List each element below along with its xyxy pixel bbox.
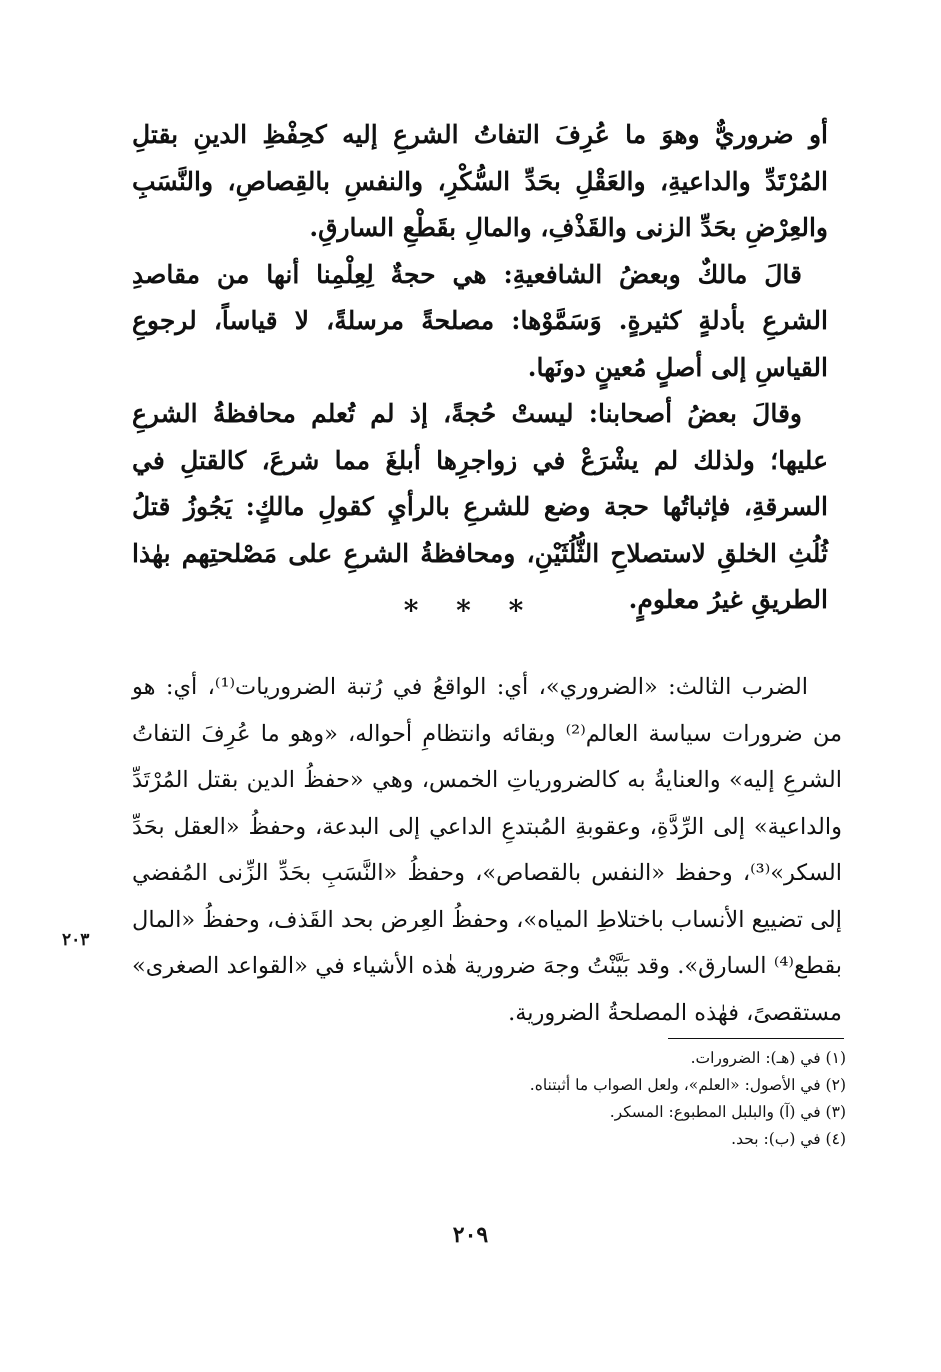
matn-text	[132, 112, 828, 624]
margin-page-reference: ٢٠٣	[62, 930, 90, 950]
matn-paragraph: أو ضروريٌّ وهوَ ما عُرِفَ التفاتُ الشرعِ إليه كحِفْظِ الدينِ بقتلِ المُرْتَدِّ والداعيةِ، والعَقْلِ بحَدِّ السُّكْرِ، والنفسِ بالقِصاصِ، والنَّسَبِ والعِرْضِ بحَدِّ الزنى والقَذْفِ، والمالِ بقَطْعِ السارقِ.	[132, 120, 828, 242]
matn-paragraph: قالَ مالكٌ وبعضُ الشافعيةِ: هي حجةٌ لِعِلْمِنا أنها من مقاصدِ الشرعِ بأدلةٍ كثيرةٍ. وَسَمَّوْها: مصلحةً مرسلةً، لا قياساً، لرجوعِ القياسِ إلى أصلٍ مُعينٍ دونَها.	[132, 259, 828, 382]
footnote: (٣) في (آ) والبلبل المطبوع: المسكر.	[609, 1103, 846, 1121]
footnote-rule	[668, 1038, 844, 1039]
sharh-text	[132, 664, 842, 1036]
sharh-paragraph: الضرب الثالث: «الضروري»، أي: الواقعُ في رُتبة الضروريات⁽¹⁾، أي: هو من ضرورات سياسة العالم⁽²⁾ وبقائه وانتظامِ أحواله، «وهو ما عُرِفَ التفاتُ الشرعِ إليه» والعنايةُ به كالضرورياتِ الخمس، وهي «حفظُ الدين بقتل المُرْتَدِّ والداعية» إلى الرِّدَّةِ، وعقوبةِ المُبتدعِ الداعي إلى البدعة، وحفظُ «العقل بحَدِّ السكر»⁽³⁾، وحفظ «النفس بالقصاص»، وحفظُ «النَّسَبِ بحَدِّ الزِّنى المُفضي إلى تضييع الأنساب باختلاطِ المياه»، وحفظُ العِرض بحد القَذف، وحفظُ «المال بقطع⁽⁴⁾ السارق». وقد بَيَّنْتُ وجهَ ضرورية هٰذه الأشياء في «القواعد الصغرى» مستقصىً، فهٰذه المصلحةُ الضرورية.	[132, 674, 843, 1026]
footnote: (٤) في (ب): بحد.	[731, 1130, 846, 1148]
page-number: ٢٠٩	[452, 1222, 489, 1248]
footnote: (١) في (هـ): الضرورات.	[690, 1049, 846, 1067]
footnotes	[400, 1045, 846, 1153]
footnote: (٢) في الأصول: «العلم»، ولعل الصواب ما أثبتناه.	[529, 1076, 846, 1094]
matn-paragraph: وقالَ بعضُ أصحابنا: ليستْ حُجةً، إذ لم تُعلم محافظةُ الشرعِ عليها؛ ولذلك لم يشْرَعْ في زواجرِها أبلغَ مما شرعَ، كالقتلِ في السرقةِ، فإثباتُها حجة وضع للشرعِ بالرأيِ كقولِ مالكٍ: يَجُوزُ قتلُ ثُلُثِ الخلقِ لاستصلاحِ الثُّلُثَيْنِ، ومحافظةُ الشرعِ على مَصْلحتِهم بهٰذا الطريقِ غيرُ معلومٍ.	[132, 399, 828, 614]
section-separator: * * *	[403, 594, 538, 627]
